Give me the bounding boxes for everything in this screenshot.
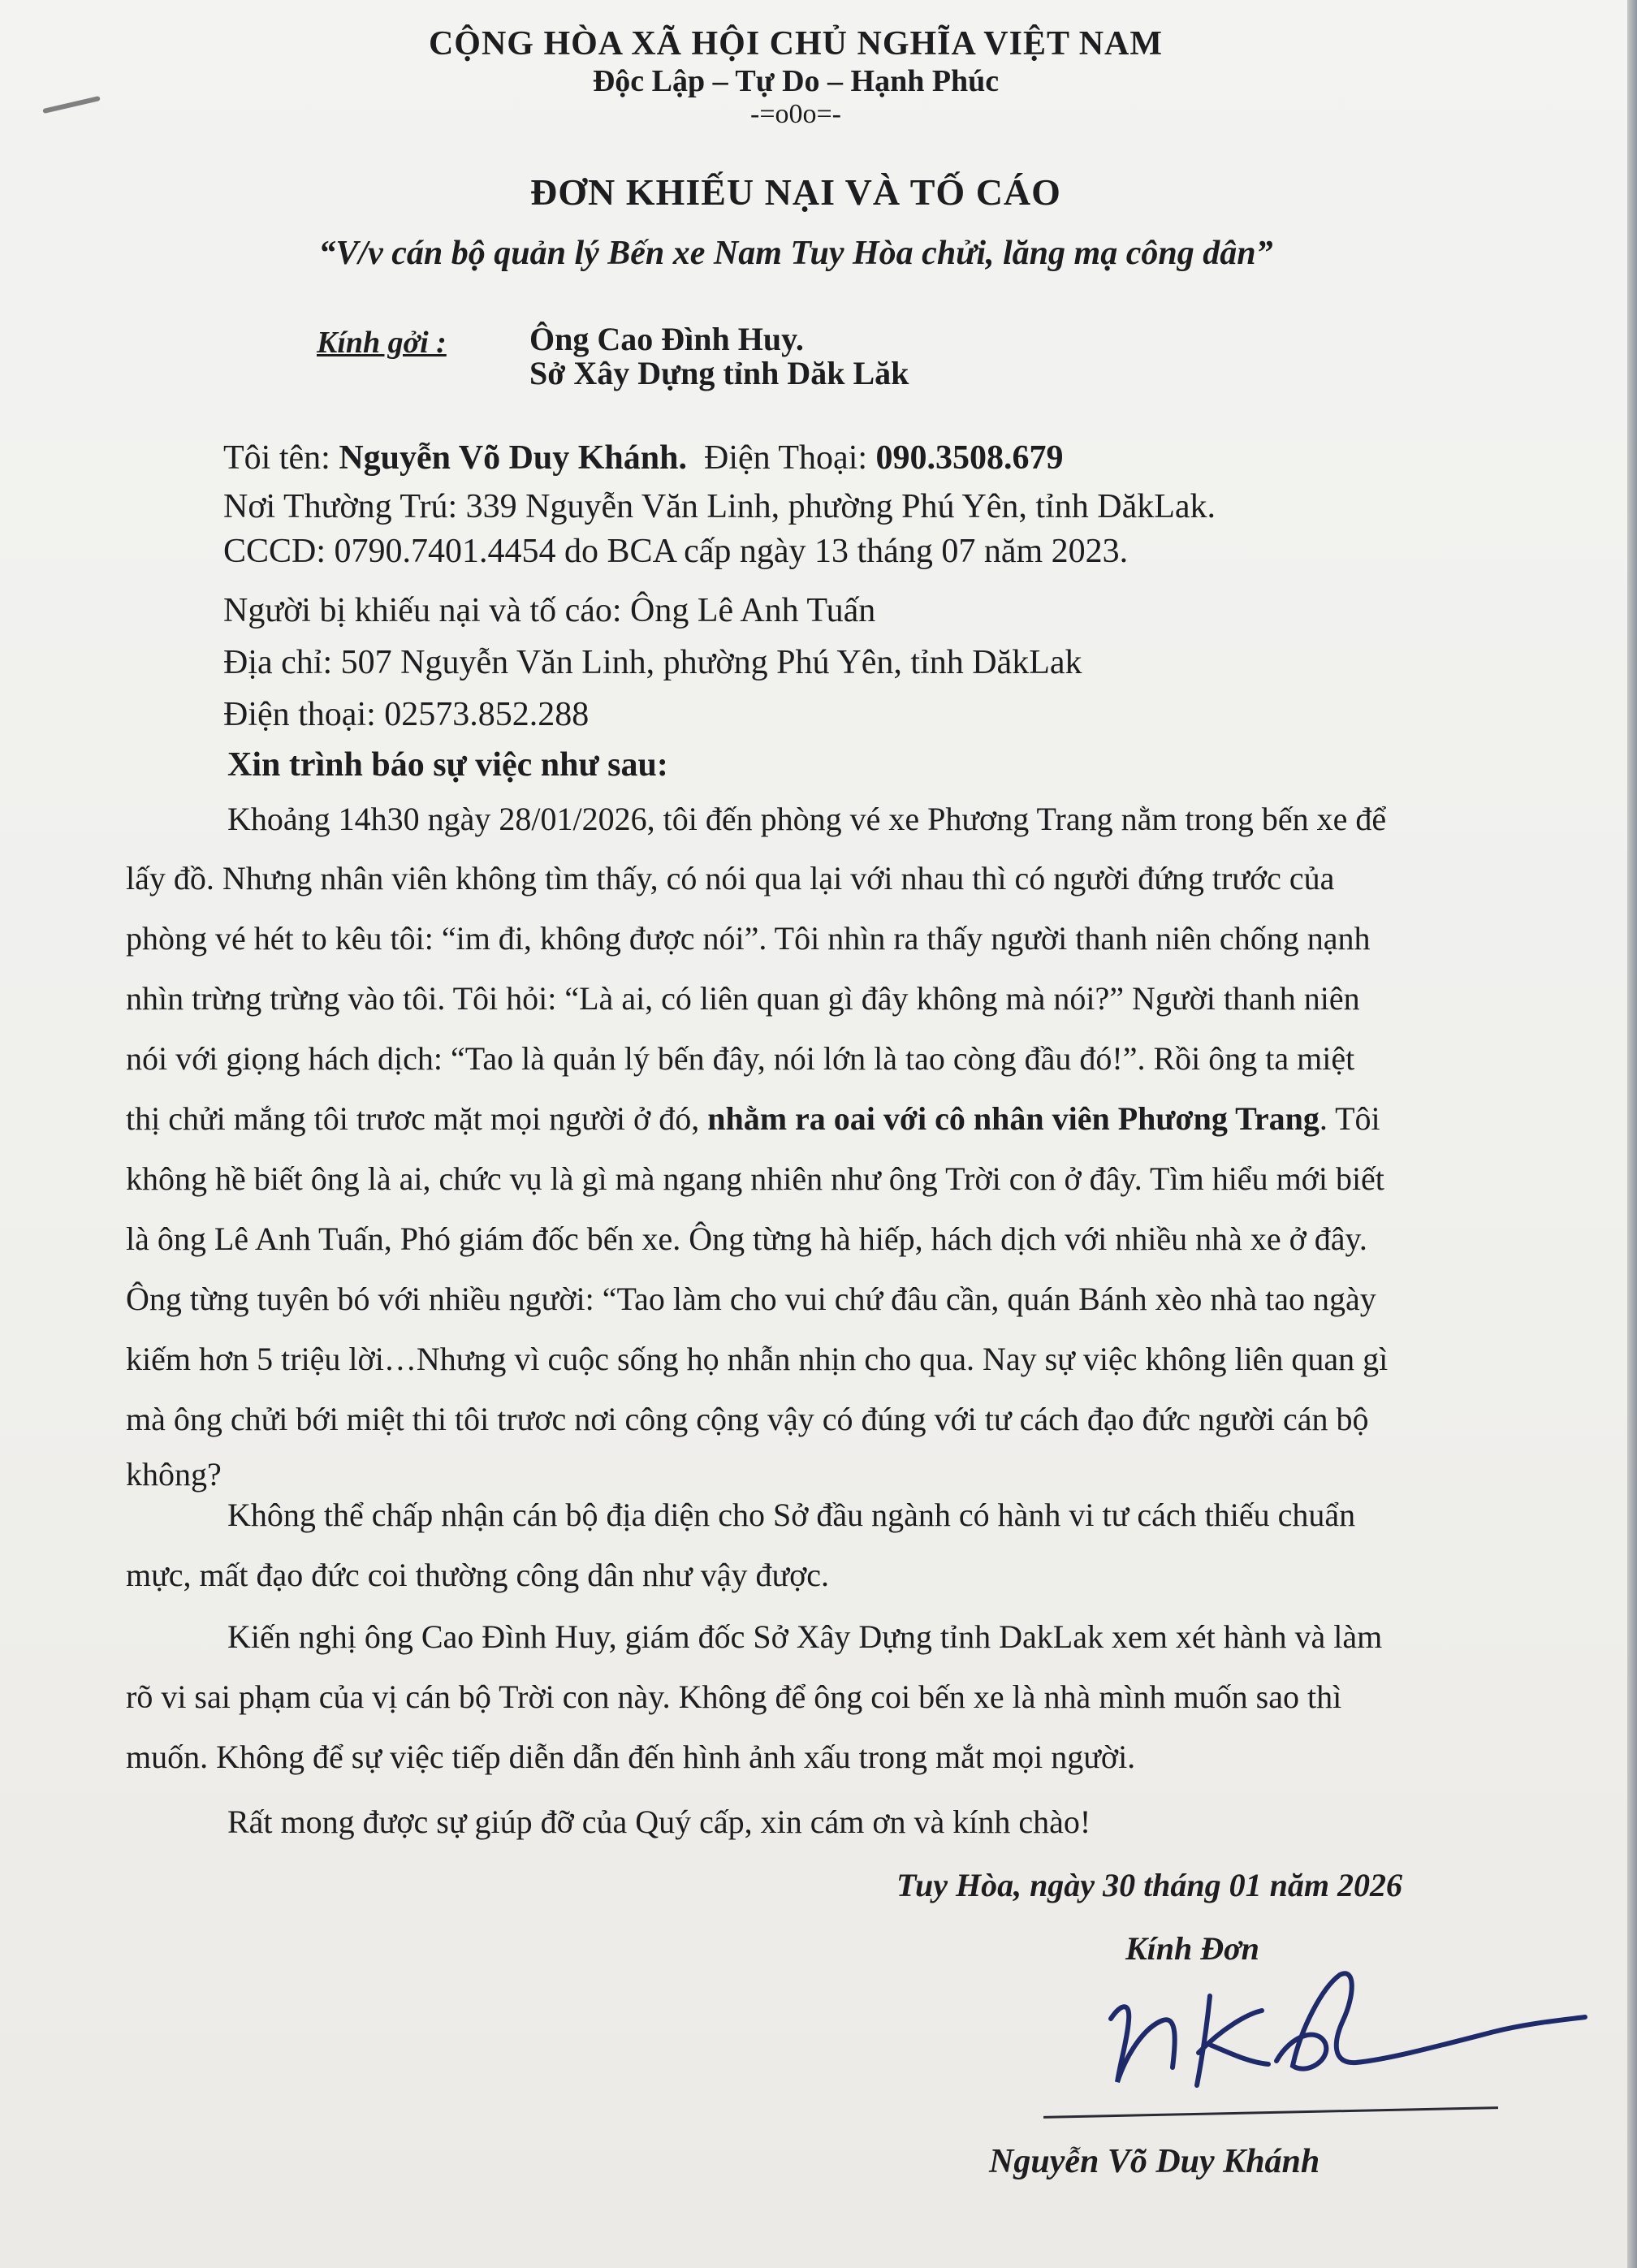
name-label: Tôi tên: bbox=[223, 439, 330, 477]
paragraph-line: mực, mất đạo đức coi thường công dân như vậy được. bbox=[126, 1557, 830, 1593]
emphasis-fragment: nhằm ra oai với cô nhân viên Phương Trang bbox=[707, 1100, 1320, 1137]
paragraph-line: Kiến nghị ông Cao Đình Huy, giám đốc Sở Xây Dựng tỉnh DakLak xem xét hành và làm bbox=[227, 1618, 1383, 1655]
complainant-phone: 090.3508.679 bbox=[875, 439, 1064, 477]
paragraph-line: nhìn trừng trừng vào tôi. Tôi hỏi: “Là ai, có liên quan gì đây không mà nói?” Người thanh niên bbox=[126, 980, 1360, 1017]
document-subject: “V/v cán bộ quản lý Bến xe Nam Tuy Hòa chửi, lăng mạ công dân” bbox=[318, 235, 1273, 272]
respondent-address: Địa chỉ: 507 Nguyễn Văn Linh, phường Phú Yên, tỉnh DăkLak bbox=[223, 644, 1082, 681]
paragraph-line: Rất mong được sự giúp đỡ của Quý cấp, xin cám ơn và kính chào! bbox=[227, 1804, 1091, 1840]
pencil-mark bbox=[42, 96, 101, 114]
complainant-id-card: CCCD: 0790.7401.4454 do BCA cấp ngày 13 tháng 07 năm 2023. bbox=[223, 533, 1129, 570]
recipient-label: Kính gởi : bbox=[317, 326, 447, 360]
paragraph-line: Khoảng 14h30 ngày 28/01/2026, tôi đến phòng vé xe Phương Trang nằm trong bến xe để bbox=[227, 801, 1387, 837]
paragraph-line bbox=[126, 1099, 1380, 1138]
complainant-residence: Nơi Thường Trú: 339 Nguyễn Văn Linh, phường Phú Yên, tỉnh DăkLak. bbox=[223, 488, 1216, 525]
motto: Độc Lập – Tự Do – Hạnh Phúc bbox=[592, 64, 1000, 98]
place-date: Tuy Hòa, ngày 30 tháng 01 năm 2026 bbox=[896, 1867, 1403, 1903]
complainant-line bbox=[223, 438, 1064, 477]
paragraph-line: không hề biết ông là ai, chức vụ là gì mà ngang nhiên như ông Trời con ở đây. Tìm hiểu mới biết bbox=[126, 1160, 1384, 1197]
section-heading: Xin trình báo sự việc như sau: bbox=[227, 746, 668, 784]
paragraph-line: không? bbox=[126, 1456, 222, 1493]
recipient-name: Ông Cao Đình Huy. bbox=[529, 321, 804, 357]
text-fragment: thị chửi mắng tôi trươc mặt mọi người ở đó, bbox=[126, 1100, 708, 1137]
paragraph-line: Ông từng tuyên bó với nhiều người: “Tao làm cho vui chứ đâu cần, quán Bánh xèo nhà tao ngày bbox=[126, 1281, 1376, 1317]
complainant-name: Nguyễn Võ Duy Khánh. bbox=[339, 439, 688, 477]
ornament: -=o0o=- bbox=[750, 99, 841, 129]
recipient-org: Sở Xây Dựng tỉnh Dăk Lăk bbox=[529, 355, 909, 391]
text-fragment: . Tôi bbox=[1319, 1100, 1380, 1137]
paragraph-line: mà ông chửi bới miệt thi tôi trươc nơi công cộng vậy có đúng với tư cách đạo đức người cán bộ bbox=[126, 1401, 1369, 1437]
signature-line bbox=[1043, 2106, 1498, 2119]
paragraph-line: là ông Lê Anh Tuấn, Phó giám đốc bến xe. Ông từng hà hiếp, hách dịch với nhiều nhà xe ở đây. bbox=[126, 1220, 1367, 1257]
respondent-phone: Điện thoại: 02573.852.288 bbox=[223, 696, 590, 733]
respondent-line: Người bị khiếu nại và tố cáo: Ông Lê Anh Tuấn bbox=[223, 592, 876, 629]
handwritten-signature bbox=[1088, 1963, 1592, 2093]
paragraph-line: rõ vi sai phạm của vị cán bộ Trời con này. Không để ông coi bến xe là nhà mình muốn sao thì bbox=[126, 1678, 1342, 1715]
paragraph-line: muốn. Không để sự việc tiếp diễn dẫn đến hình ảnh xấu trong mắt mọi người. bbox=[126, 1739, 1136, 1775]
page-edge bbox=[1627, 0, 1637, 2268]
paragraph-line: Không thể chấp nhận cán bộ địa diện cho Sở đầu ngành có hành vi tư cách thiếu chuẩn bbox=[227, 1497, 1356, 1533]
paragraph-line: phòng vé hét to kêu tôi: “im đi, không được nói”. Tôi nhìn ra thấy người thanh niên chống nạnh bbox=[126, 920, 1371, 957]
document-title: ĐƠN KHIẾU NẠI VÀ TỐ CÁO bbox=[530, 171, 1061, 213]
paragraph-line: kiếm hơn 5 triệu lời…Nhưng vì cuộc sống họ nhẫn nhịn cho qua. Nay sự việc không liên quan gì bbox=[126, 1341, 1389, 1377]
phone-label: Điện Thoại: bbox=[704, 439, 868, 477]
paragraph-line: nói với giọng hách dịch: “Tao là quản lý bến đây, nói lớn là tao còng đầu đó!”. Rồi ông ta miệt bbox=[126, 1040, 1355, 1077]
nation-header: CỘNG HÒA XÃ HỘI CHỦ NGHĨA VIỆT NAM bbox=[428, 25, 1164, 63]
signer-name: Nguyễn Võ Duy Khánh bbox=[989, 2143, 1320, 2180]
closing-respect: Kính Đơn bbox=[1125, 1930, 1259, 1967]
paragraph-line: lấy đồ. Nhưng nhân viên không tìm thấy, có nói qua lại với nhau thì có người đứng trước của bbox=[126, 860, 1335, 896]
